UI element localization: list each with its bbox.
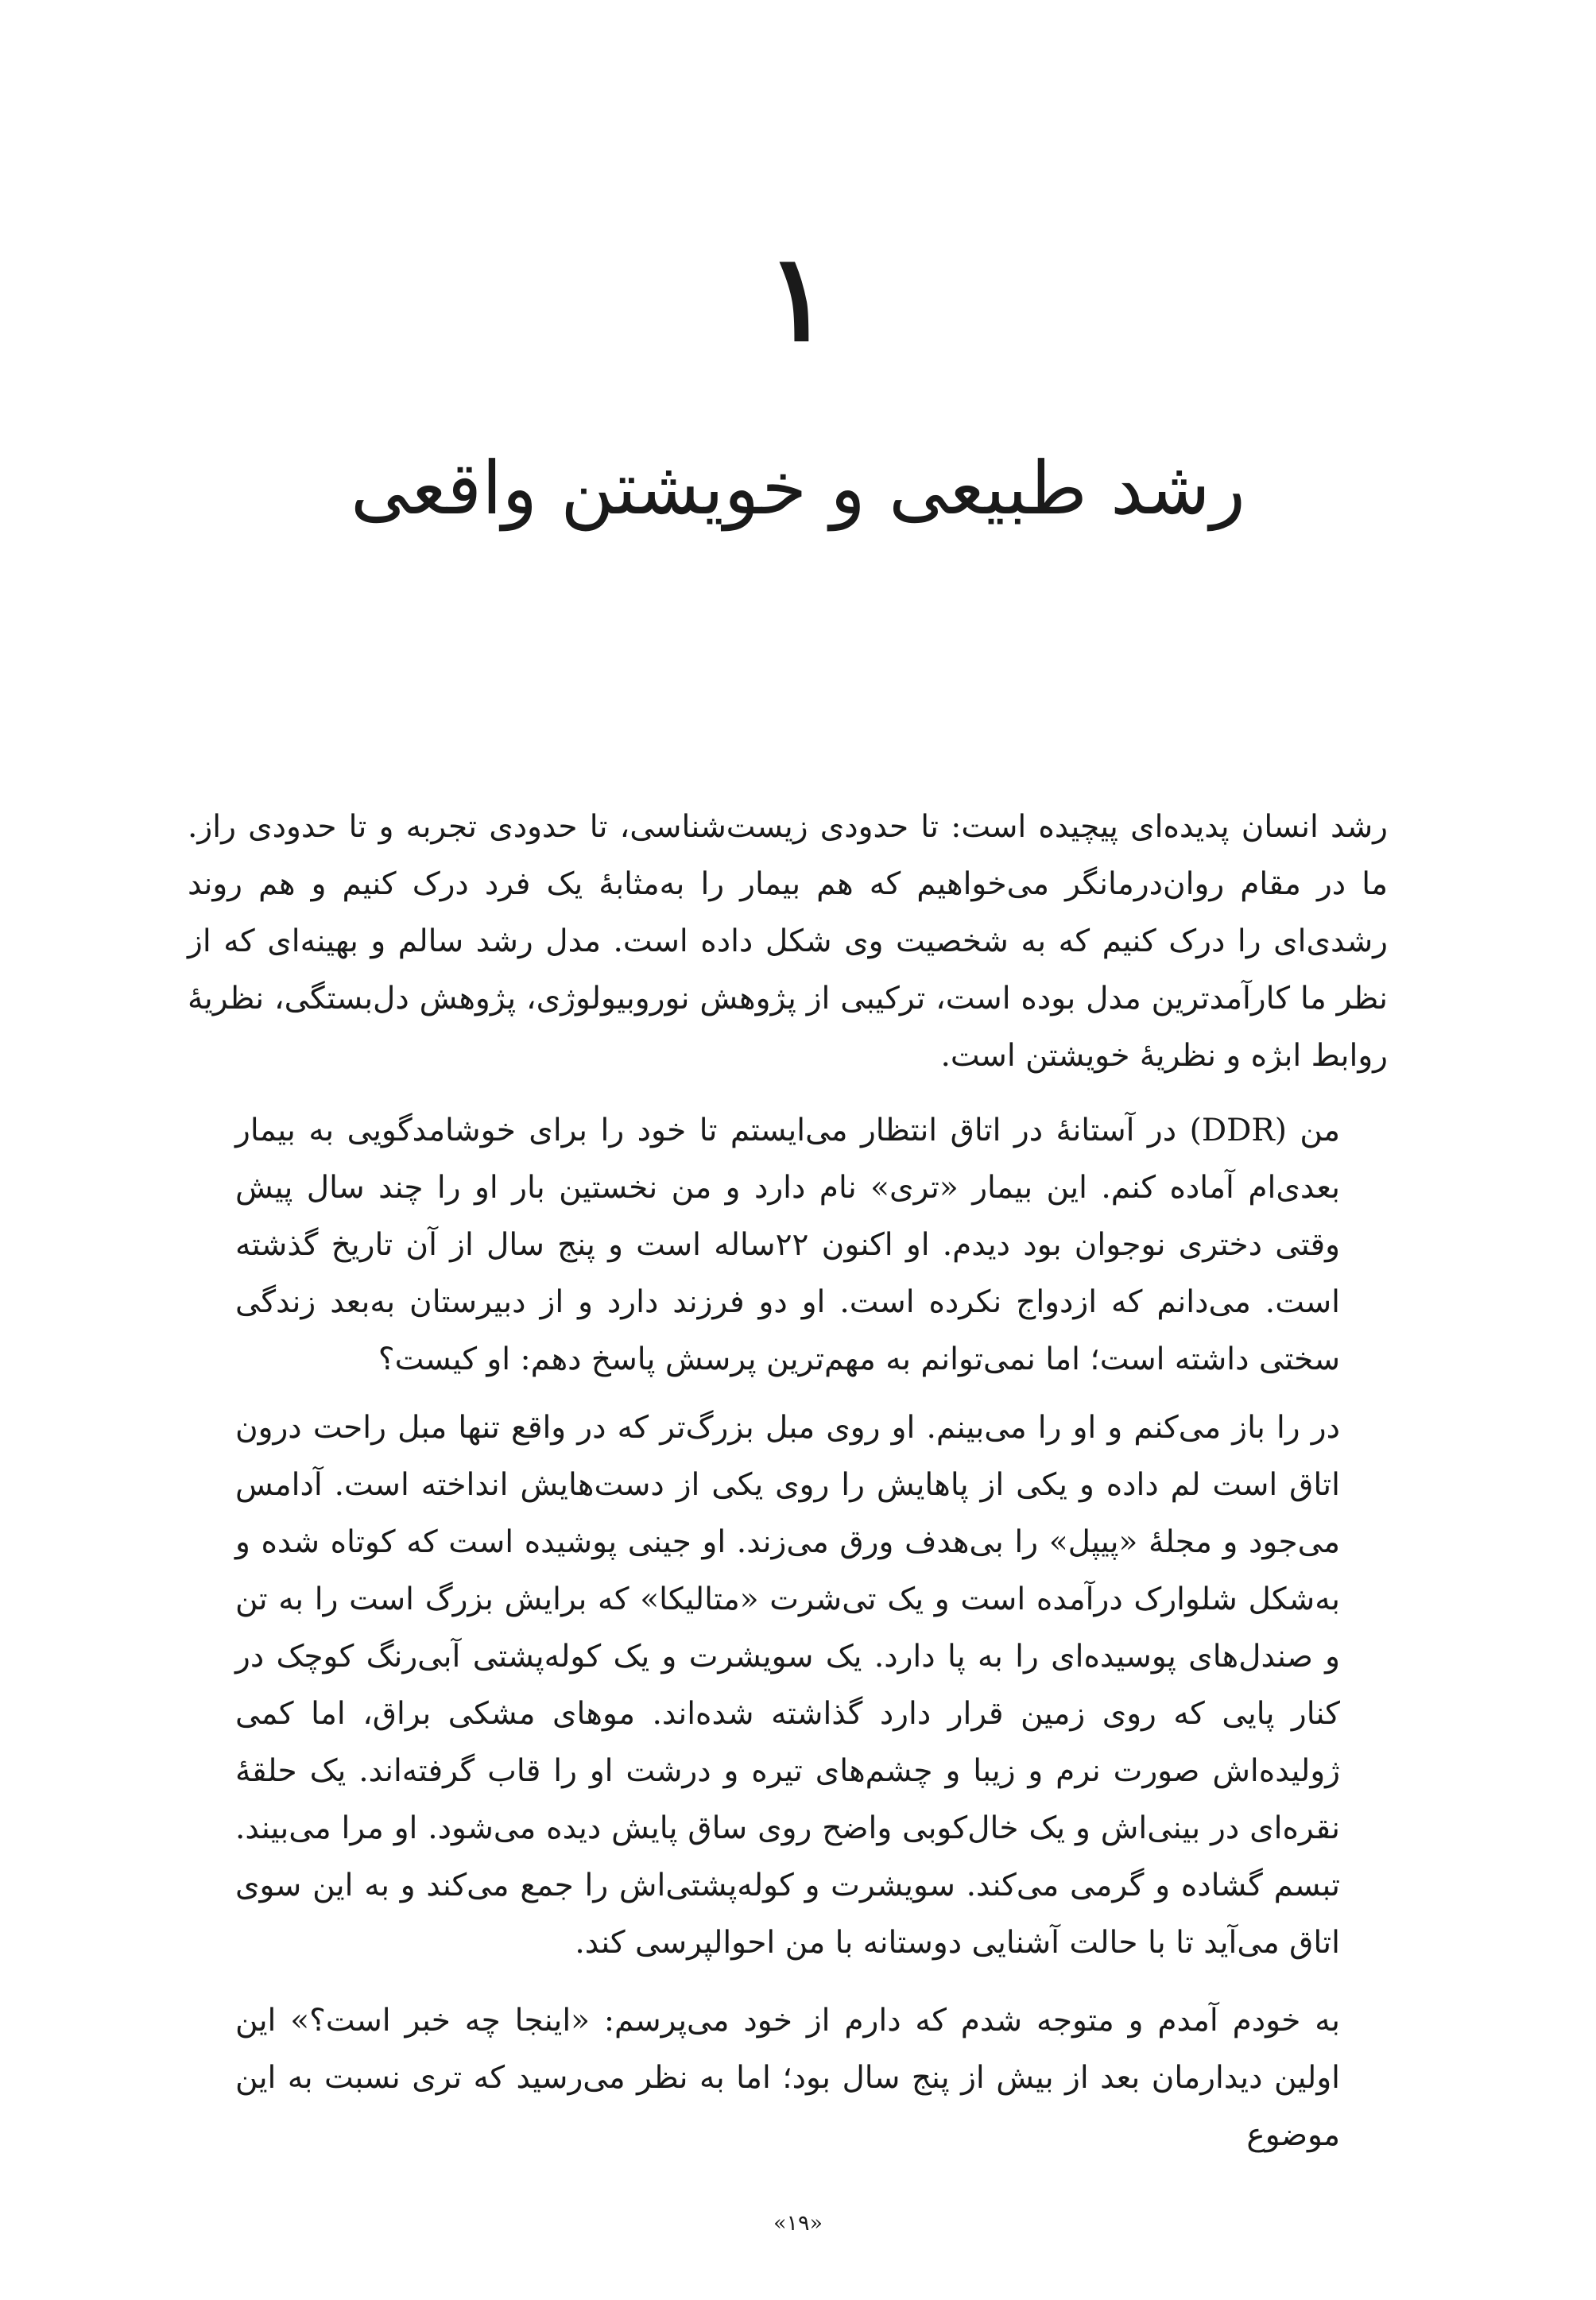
chapter-number: ۱	[765, 228, 831, 368]
case-paragraph-1: من (DDR) در آستانهٔ در اتاق انتظار می‌ایستم تا خود را برای خوشامدگویی به بیمار بعدی‌ام آماده کنم. این بیمار «تری» نام دارد و من نخستین بار او را چند سال پیش وقتی دختری نوجوان بود دیدم. او اکنون ۲۲ساله است و پنج سال از آن تاریخ گذشته است. می‌دانم که ازدواج نکرده است. او دو فرزند دارد و از دبیرستان به‌بعد زندگی سختی داشته است؛ اما نمی‌توانم به مهم‌ترین پرسش پاسخ دهم: او کیست؟	[235, 1113, 1340, 1377]
page-number: «۱۹»	[773, 2211, 823, 2236]
body-text	[188, 799, 1388, 2164]
case-vignette	[235, 1102, 1340, 2164]
case-paragraph-3: به خودم آمدم و متوجه شدم که دارم از خود می‌پرسم: «اینجا چه خبر است؟» این اولین دیدارمان بعد از بیش از پنج سال بود؛ اما به نظر می‌رسید که تری نسبت به این موضوع	[235, 2003, 1340, 2153]
chapter-title: رشد طبیعی و خویشتن واقعی	[351, 446, 1245, 531]
intro-paragraph: رشد انسان پدیده‌ای پیچیده است: تا حدودی زیست‌شناسی، تا حدودی تجربه و تا حدودی راز. ما در مقام روان‌درمانگر می‌خواهیم که هم بیمار را به‌مثابهٔ یک فرد درک کنیم و هم روند رشدی‌ای را درک کنیم که به شخصیت وی شکل داده است. مدل رشد سالم و بهینه‌ای که از نظر ما کارآمدترین مدل بوده است، ترکیبی از پژوهش نوروبیولوژی، پژوهش دل‌بستگی، نظریهٔ روابط ابژه و نظریهٔ خویشتن است.	[188, 809, 1388, 1074]
case-paragraph-2: در را باز می‌کنم و او را می‌بینم. او روی مبل بزرگ‌تر که در واقع تنها مبل راحت درون اتاق است لم داده و یکی از پاهایش را روی یکی از دست‌هایش انداخته است. آدامس می‌جود و مجلهٔ «پیپل» را بی‌هدف ورق می‌زند. او جینی پوشیده است که کوتاه شده و به‌شکل شلوارک درآمده است و یک تی‌شرت «متالیکا» که برایش بزرگ است را به تن و صندل‌های پوسیده‌ای را به پا دارد. یک سویشرت و یک کوله‌پشتی آبی‌رنگ کوچک در کنار پایی که روی زمین قرار دارد گذاشته شده‌اند. موهای مشکی براق، اما کمی ژولیده‌اش صورت نرم و زیبا و چشم‌های تیره و درشت او را قاب گرفته‌اند. یک حلقهٔ نقره‌ای در بینی‌اش و یک خال‌کوبی واضح روی ساق پایش دیده می‌شود. او مرا می‌بیند. تبسم گشاده و گرمی می‌کند. سویشرت و کوله‌پشتی‌اش را جمع می‌کند و به این سوی اتاق می‌آید تا با حالت آشنایی دوستانه با من احوالپرسی کند.	[235, 1410, 1340, 1961]
